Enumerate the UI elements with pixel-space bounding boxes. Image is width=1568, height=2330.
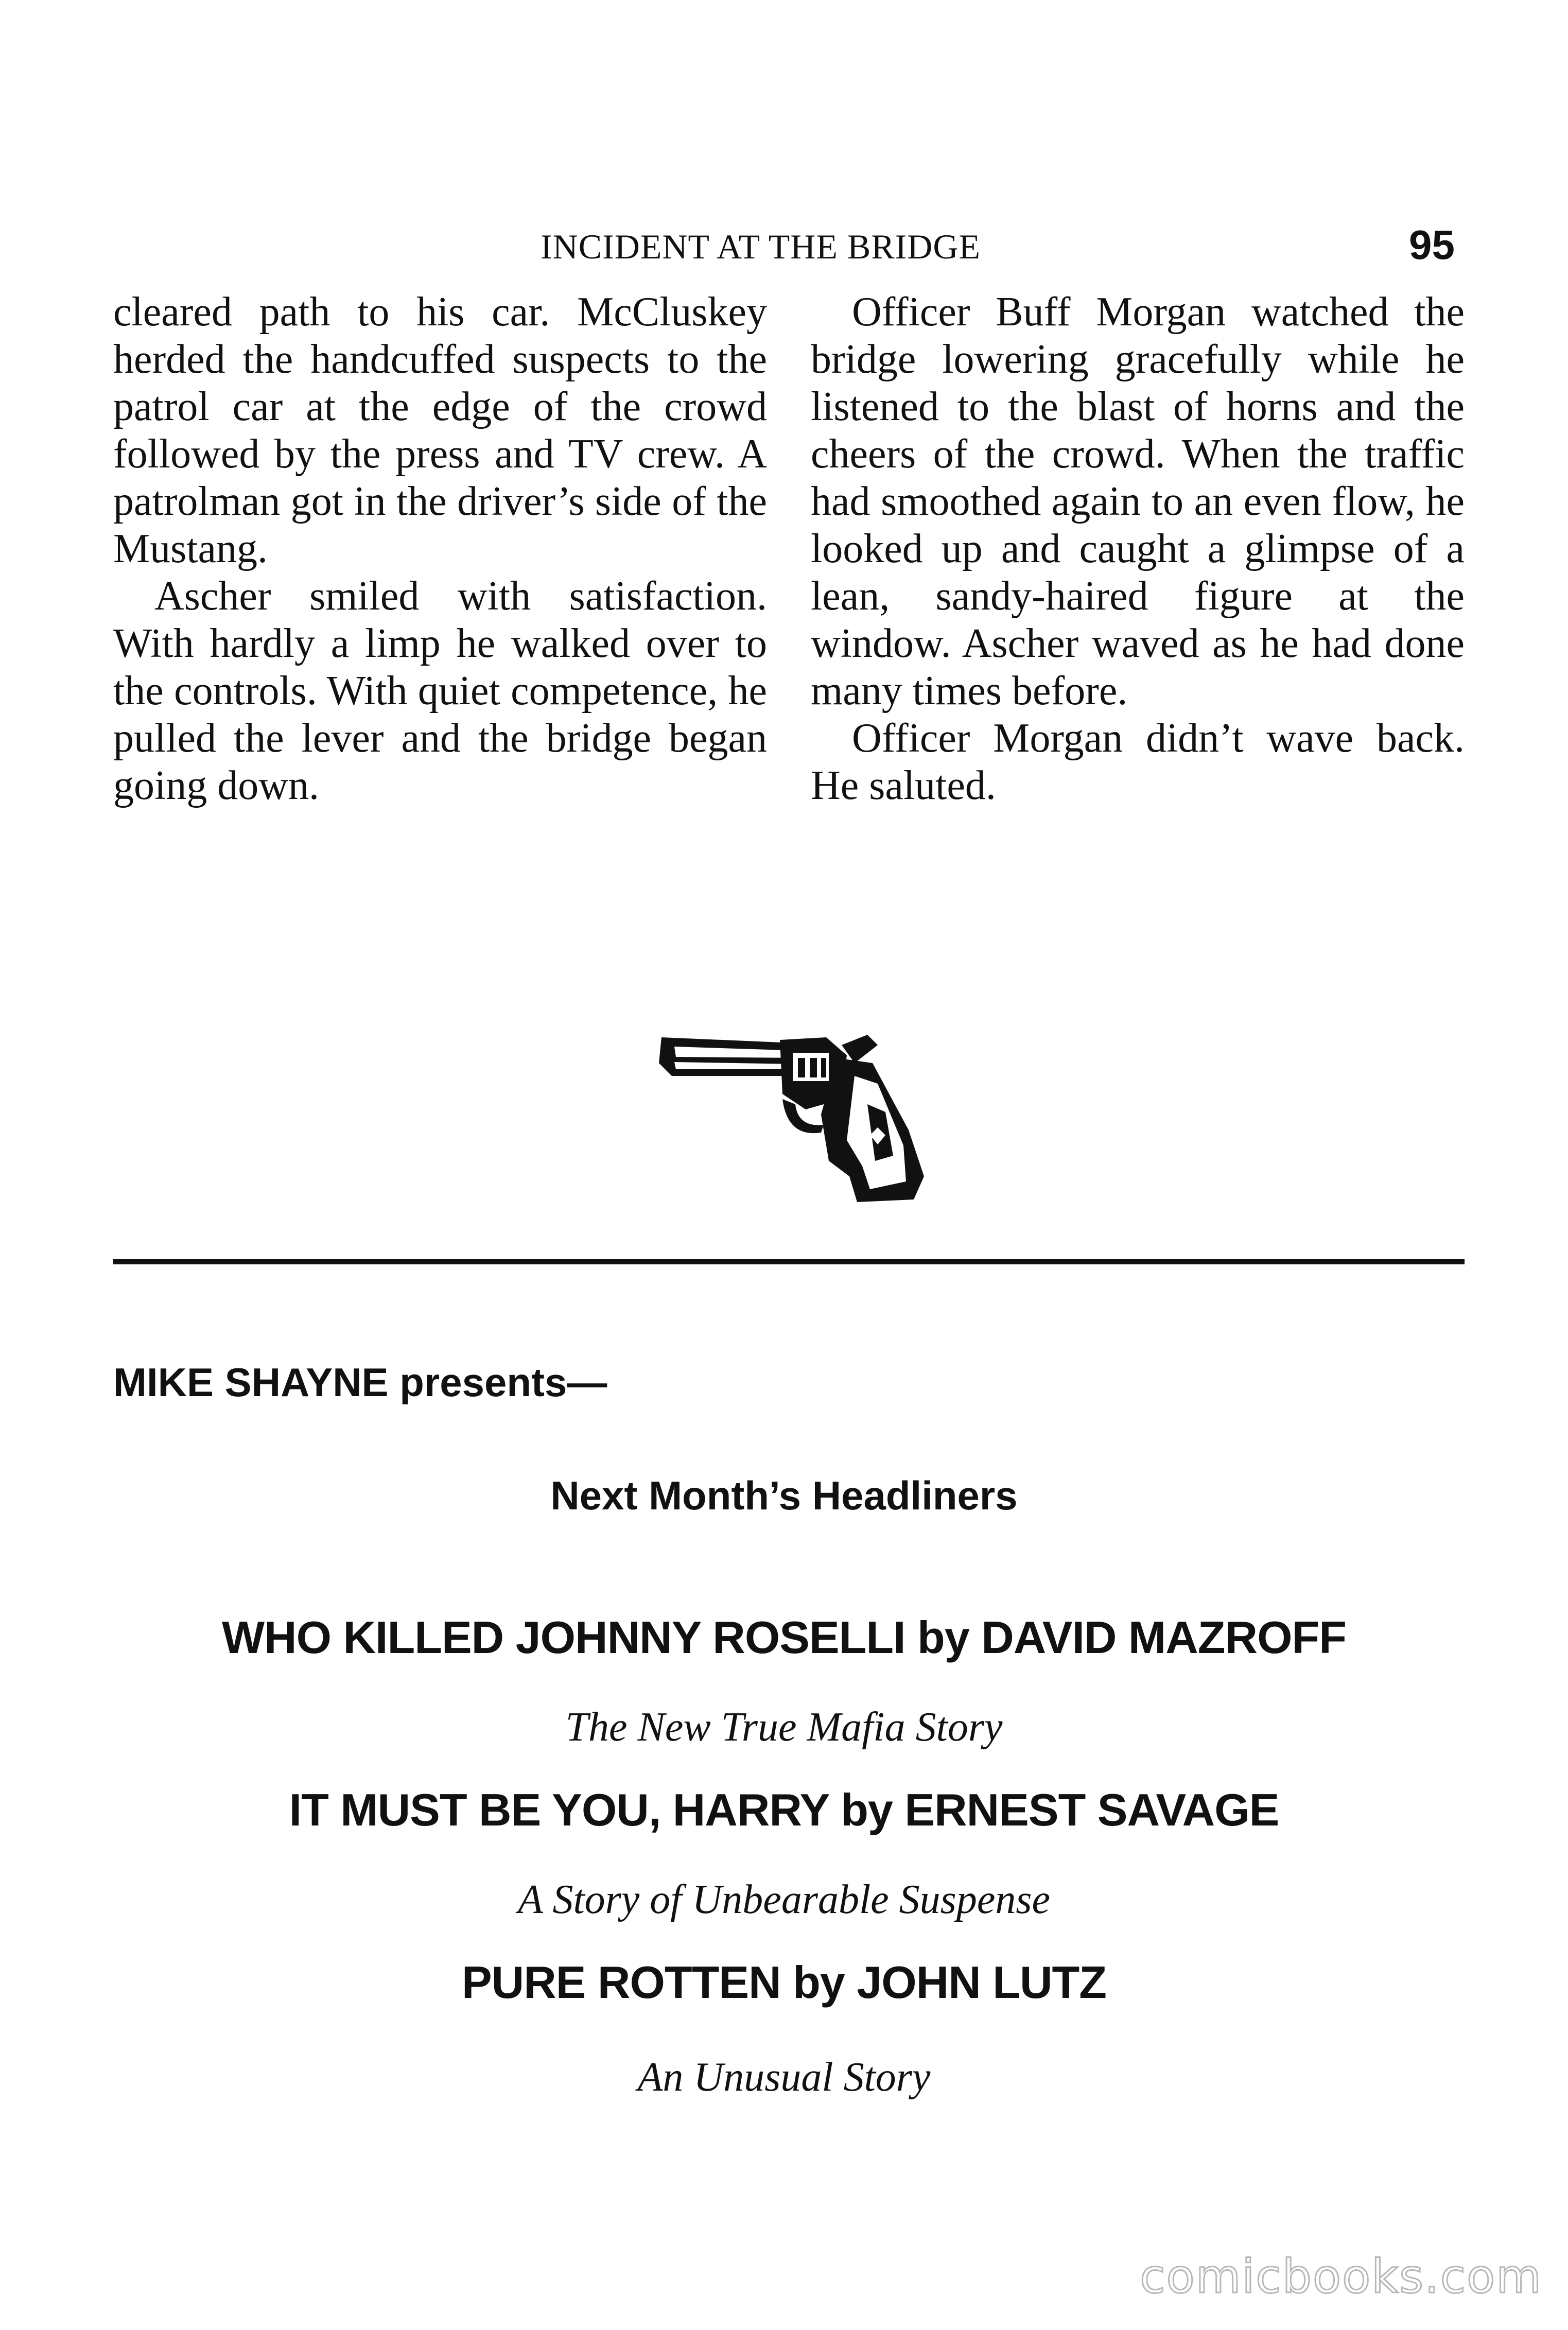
- story-column-right: [811, 288, 1465, 809]
- headliner-title: IT MUST BE YOU, HARRY by ERNEST SAVAGE: [289, 1784, 1279, 1835]
- revolver-icon: [651, 1027, 929, 1207]
- presents-heading: MIKE SHAYNE presents—: [113, 1360, 607, 1405]
- page-number: 95: [1409, 222, 1455, 268]
- section-divider: [113, 1259, 1465, 1264]
- headliner-subtitle: An Unusual Story: [637, 2055, 931, 2100]
- running-title: INCIDENT AT THE BRIDGE: [541, 227, 981, 266]
- headliner-subtitle: A Story of Unbearable Suspense: [518, 1877, 1050, 1922]
- story-column-left: [113, 288, 767, 809]
- story-paragraph: Officer Morgan didn’t wave back. He saluted.: [811, 716, 1465, 808]
- headliner-subtitle: The New True Mafia Story: [565, 1705, 1003, 1750]
- story-paragraph: Ascher smiled with satisfaction. With hardly a limp he walked over to the controls. With quiet competence, he pulled the lever and the bridge began going down.: [113, 573, 767, 808]
- headliners-heading: Next Month’s Headliners: [550, 1473, 1018, 1518]
- story-paragraph: cleared path to his car. McCluskey herded the handcuffed suspects to the patrol car at the edge of the crowd followed by the press and TV crew. A patrolman got in the driver’s side of the Mustang.: [113, 289, 767, 571]
- headliner-title: PURE ROTTEN by JOHN LUTZ: [461, 1957, 1107, 2008]
- headliner-title: WHO KILLED JOHNNY ROSELLI by DAVID MAZROFF: [221, 1612, 1347, 1663]
- story-paragraph: Officer Buff Morgan watched the bridge lowering gracefully while he listened to the blast of horns and the cheers of the crowd. When the traffic had smoothed again to an even flow, he looked up and caught a glimpse of a lean, sandy-haired figure at the window. Ascher waved as he had done many times before.: [811, 289, 1465, 714]
- watermark: comicbooks.com: [1140, 2250, 1542, 2304]
